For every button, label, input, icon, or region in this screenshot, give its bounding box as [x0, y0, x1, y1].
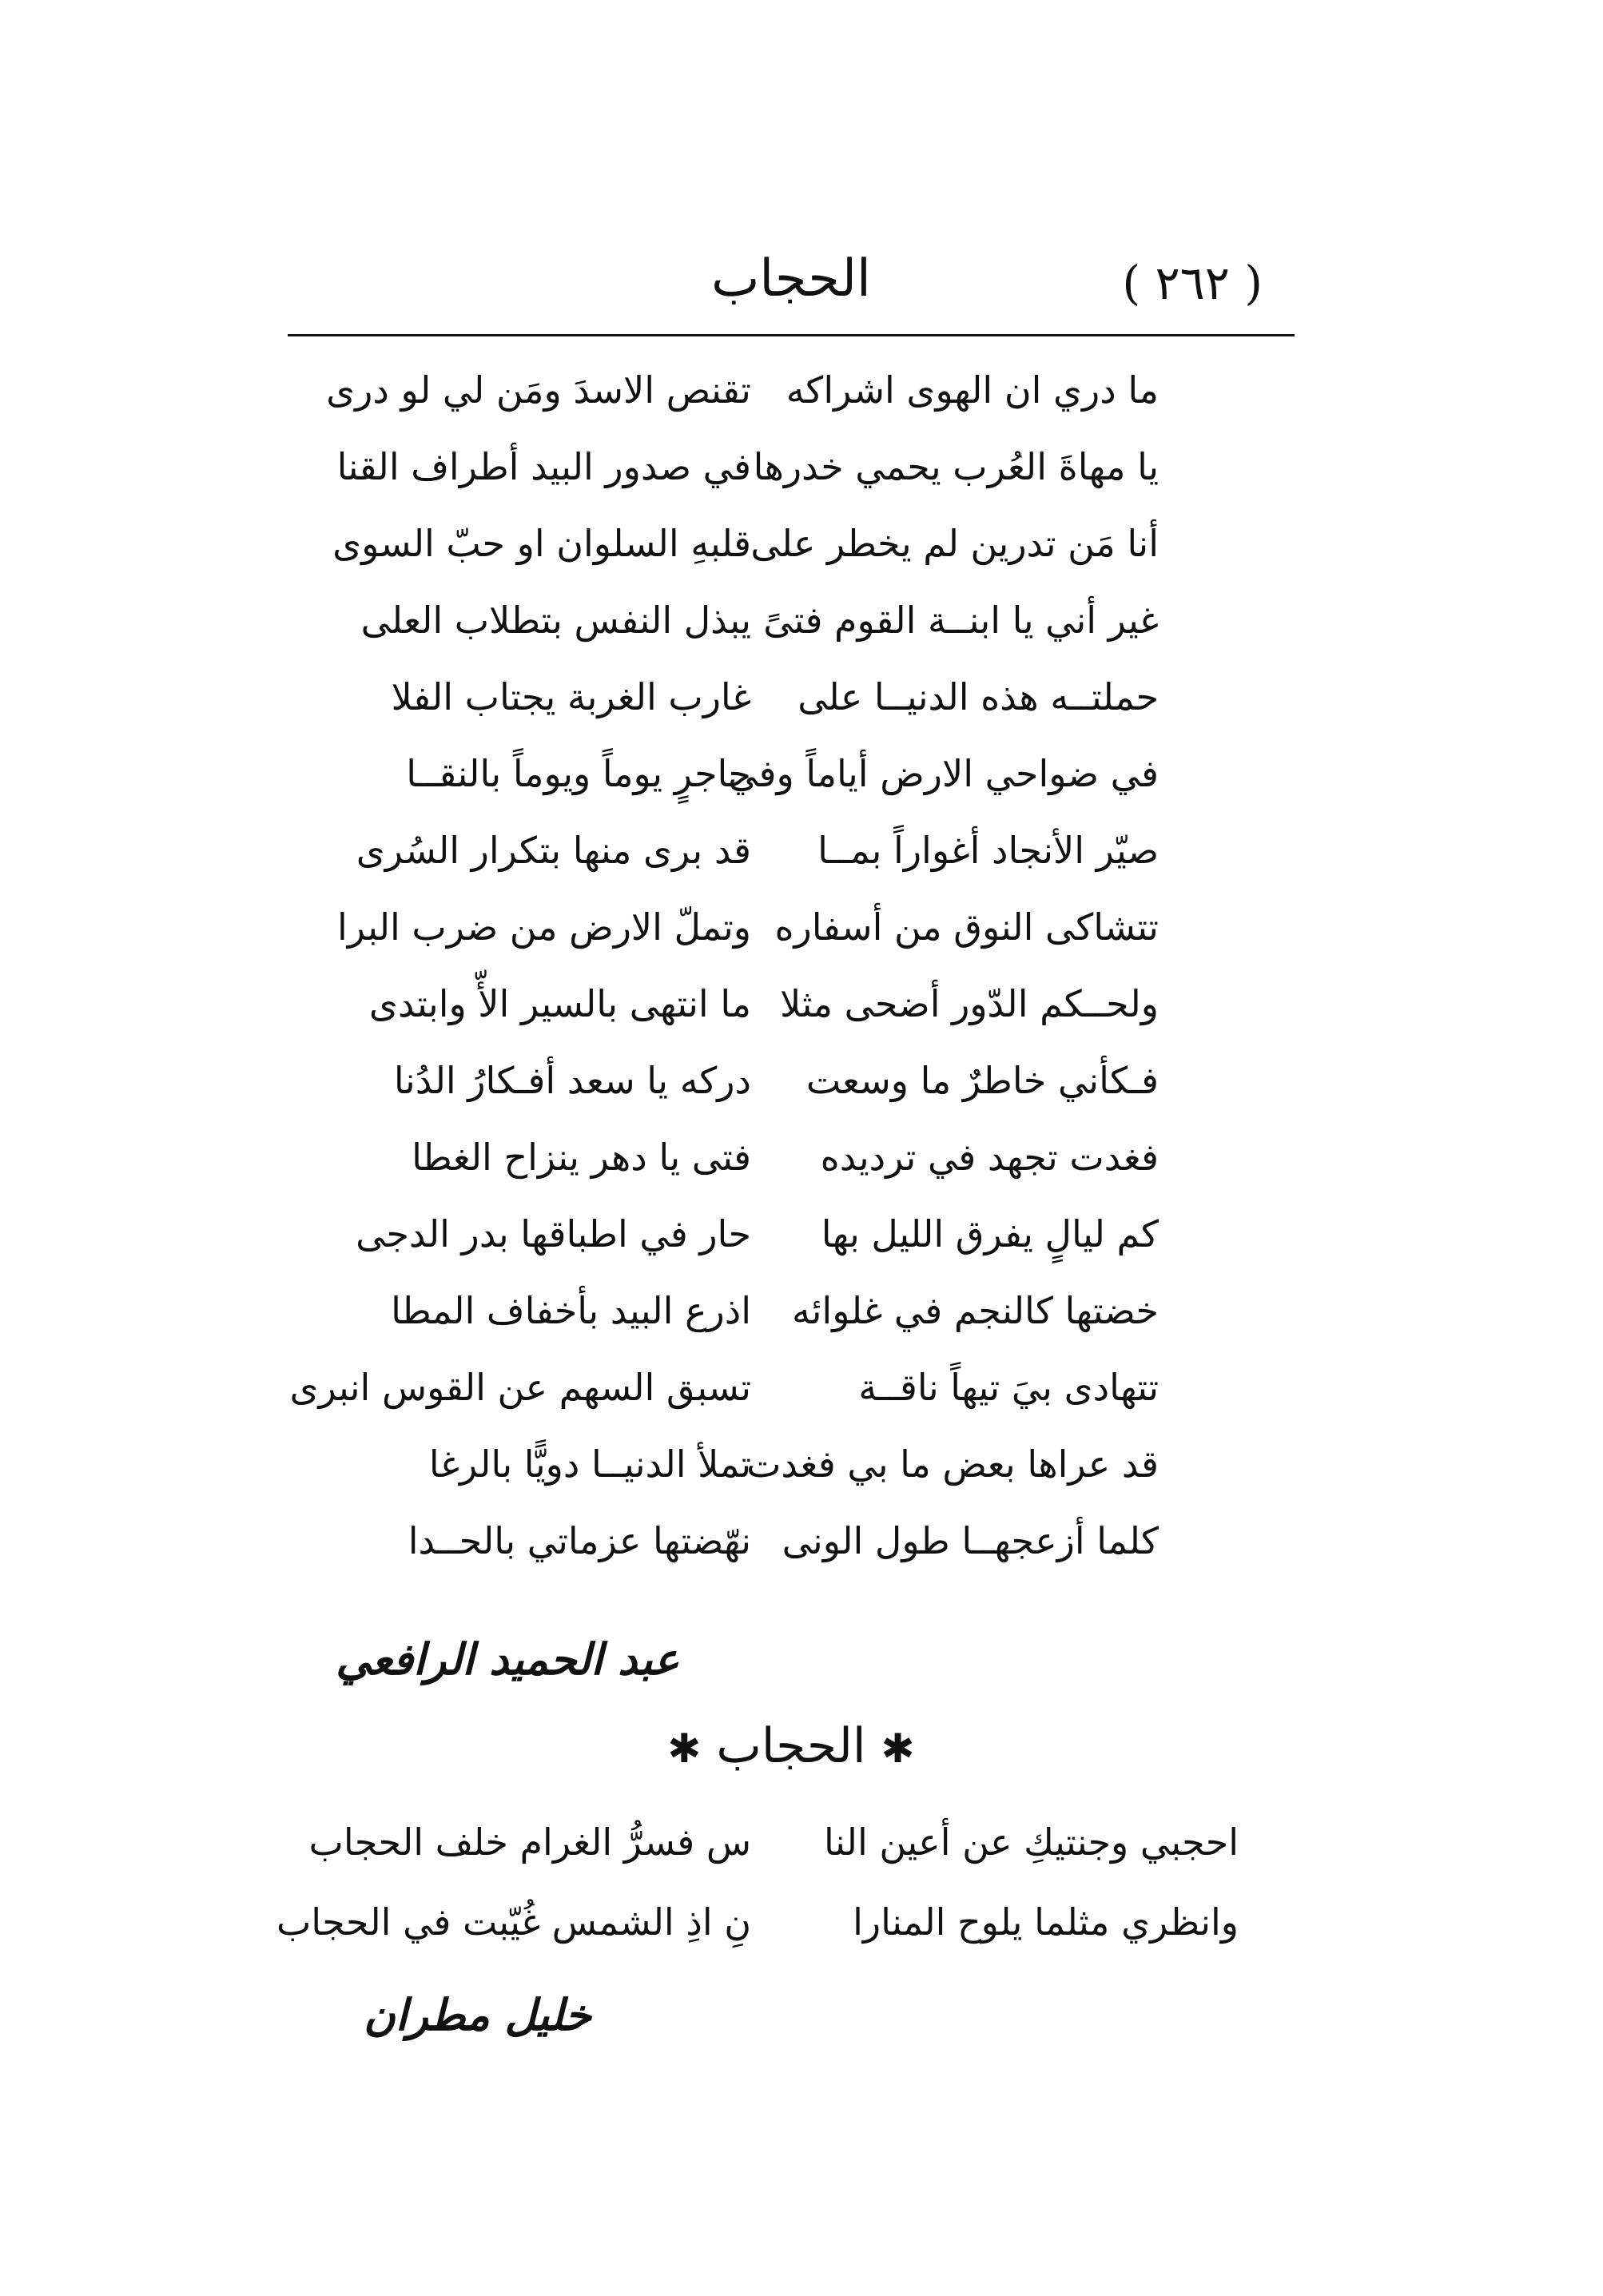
first-hemistich: يا مهاةَ العُرب يحمي خدرها	[753, 445, 1159, 488]
second-hemistich: غارب الغربة يجتاب الفلا	[391, 675, 751, 718]
second-hemistich: نهّضتها عزماتي بالحــدا	[408, 1519, 751, 1562]
poet-signature: عبد الحميد الرافعي	[336, 1634, 679, 1685]
verse	[332, 505, 1159, 582]
first-hemistich: فغدت تجهد في ترديده	[820, 1136, 1159, 1179]
poet-signature: خليل مطران	[364, 1990, 591, 2040]
second-hemistich: تملأ الدنيــا دويًّا بالرغا	[428, 1442, 751, 1486]
second-hemistich: قلبهِ السلوان او حبّ السوى	[332, 522, 751, 565]
verse	[356, 812, 1159, 889]
first-hemistich: في ضواحي الارض أياماً وفي	[728, 752, 1159, 795]
verse	[391, 1272, 1159, 1349]
verse	[393, 1042, 1159, 1119]
second-hemistich: فتى يا دهر ينزاح الغطا	[412, 1136, 751, 1179]
first-hemistich: تتهادى بيَ تيهاً ناقــة	[858, 1366, 1159, 1409]
verse	[360, 582, 1159, 659]
poem-second	[276, 1802, 1239, 1962]
first-hemistich: أنا مَن تدرين لم يخطر على	[750, 522, 1159, 565]
verse	[368, 965, 1159, 1042]
verse	[289, 1349, 1159, 1426]
first-hemistich: فـكأني خاطرٌ ما وسعت	[805, 1059, 1159, 1102]
second-hemistich: ما انتهى بالسير الأّ وابتدى	[368, 982, 751, 1025]
second-hemistich: حاجرٍ يوماً ويوماً بالنقــا	[406, 752, 751, 795]
first-hemistich: ما دري ان الهوى اشراكه	[786, 368, 1159, 412]
verse	[308, 1802, 1239, 1882]
first-hemistich: وانظري مثلما يلوح المنارا	[853, 1900, 1239, 1944]
first-hemistich: ولحــكم الدّور أضحى مثلا	[780, 982, 1159, 1025]
first-hemistich: قد عراها بعض ما بي فغدت	[746, 1442, 1159, 1486]
second-hemistich: دركه يا سعد أفـكارُ الدُنا	[393, 1059, 751, 1102]
verse	[400, 735, 1159, 812]
star-ornament-icon: ✱	[881, 1725, 915, 1772]
first-hemistich: صيّر الأنجاد أغواراً بمــا	[817, 829, 1159, 872]
second-hemistich: تقنص الاسدَ ومَن لي لو درى	[326, 368, 751, 412]
star-ornament-icon: ✱	[667, 1725, 702, 1772]
verse	[356, 1196, 1159, 1272]
second-hemistich: اذرع البيد بأخفاف المطا	[391, 1289, 751, 1332]
section-title-text: الحجاب	[716, 1718, 866, 1774]
second-hemistich: تسبق السهم عن القوس انبرى	[289, 1366, 751, 1409]
verse	[400, 1502, 1159, 1579]
second-hemistich: وتملّ الارض من ضرب البرا	[336, 905, 751, 949]
first-hemistich: حملتــه هذه الدنيــا على	[798, 675, 1159, 718]
first-hemistich: احجبي وجنتيكِ عن أعين النا	[824, 1820, 1239, 1864]
second-hemistich: يبذل النفس بتطلاب العلى	[360, 599, 751, 642]
verse	[391, 659, 1159, 735]
verse	[336, 889, 1159, 965]
second-hemistich: س فسرُّ الغرام خلف الحجاب	[308, 1820, 751, 1864]
second-hemistich: نِ اذِ الشمس غُيّبت في الحجاب	[276, 1900, 751, 1944]
first-hemistich: كلما أزعجهــا طول الونى	[782, 1519, 1159, 1562]
first-hemistich: تتشاكى النوق من أسفاره	[774, 905, 1159, 949]
page-header	[288, 240, 1295, 336]
section-title	[288, 1718, 1295, 1774]
second-hemistich: في صدور البيد أطراف القنا	[336, 445, 751, 488]
verse	[400, 1426, 1159, 1502]
verse	[336, 428, 1159, 505]
verse	[326, 352, 1159, 428]
header-rule	[288, 334, 1295, 336]
running-title: الحجاب	[711, 249, 871, 308]
first-hemistich: غير أني يا ابنــة القوم فتىً	[763, 599, 1159, 642]
verse	[276, 1882, 1239, 1962]
second-hemistich: قد برى منها بتكرار السُرى	[356, 829, 751, 872]
poem	[289, 352, 1159, 1579]
verse	[400, 1119, 1159, 1196]
first-hemistich: خضتها كالنجم في غلوائه	[791, 1289, 1159, 1332]
second-hemistich: حار في اطباقها بدر الدجى	[356, 1212, 751, 1255]
page-number: ( ٢٦٢ )	[1122, 256, 1263, 310]
first-hemistich: كم ليالٍ يفرق الليل بها	[821, 1212, 1159, 1255]
